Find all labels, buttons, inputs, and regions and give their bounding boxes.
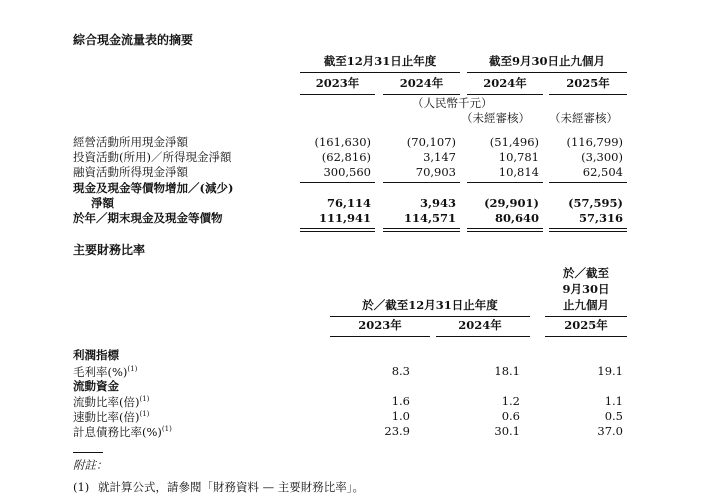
cell: 57,316 (578, 211, 623, 225)
ratios-nine-header-line3: 止九個月 (563, 298, 609, 312)
subtotal-rule (549, 182, 627, 183)
row-label-financing: 融資活動所得現金淨額 (73, 165, 188, 179)
cell: (29,901) (484, 196, 539, 210)
total-double-rule (383, 228, 460, 232)
year-rule (330, 336, 430, 337)
cell: (57,595) (568, 196, 623, 210)
unaudited-note-2024: （未經審核） (461, 111, 530, 125)
ratios-year-2023: 2023年 (358, 318, 402, 332)
cell: 111,941 (318, 211, 371, 225)
footnote-marker: (1) (139, 395, 150, 403)
row-label-net-change: 現金及現金等價物增加／(減少) (73, 181, 234, 195)
cell: 1.2 (501, 394, 520, 408)
year-rule (300, 94, 375, 95)
unit-note: （人民幣千元） (412, 96, 493, 110)
cell: 23.9 (384, 424, 410, 438)
cell: 10,781 (498, 150, 539, 164)
year-rule (467, 94, 543, 95)
cell: 1.6 (391, 394, 410, 408)
group-rule-left (300, 72, 460, 73)
ratios-group-rule (330, 316, 530, 317)
cell: 30.1 (494, 424, 520, 438)
cashflow-year-group-header: 截至12月31日止年度 (323, 54, 437, 68)
year-rule (549, 94, 627, 95)
cell: (116,799) (566, 135, 623, 149)
year-rule (545, 336, 627, 337)
ratio-label-gross-margin (73, 366, 137, 378)
row-label-investing: 投資活動(所用)／所得現金淨額 (73, 150, 232, 164)
cell: 80,640 (494, 211, 539, 225)
cell: (51,496) (489, 135, 539, 149)
notes-heading: 附註： (73, 458, 108, 472)
cashflow-nine-2024: 2024年 (483, 76, 527, 90)
total-double-rule (300, 228, 375, 232)
section-heading-profitability: 利潤指標 (73, 348, 119, 362)
footnote-marker: (1) (127, 365, 138, 373)
cell: 19.1 (597, 364, 623, 378)
cell: 0.6 (501, 409, 520, 423)
subtotal-rule (383, 182, 460, 183)
cashflow-nine-month-group-header: 截至9月30日止九個月 (488, 54, 605, 68)
ratios-group-rule (545, 316, 627, 317)
cell: 3,147 (423, 150, 456, 164)
ratio-label-current-ratio (73, 396, 149, 408)
cell: 70,903 (415, 165, 456, 179)
cell: 114,571 (403, 211, 456, 225)
cell: (3,300) (581, 150, 623, 164)
notes-rule (73, 452, 103, 453)
ratio-label-text: 速動比率(倍) (73, 409, 140, 424)
cell: 10,814 (498, 165, 539, 179)
ratios-title: 主要財務比率 (73, 243, 146, 257)
year-rule (436, 336, 530, 337)
subtotal-rule (300, 182, 375, 183)
row-label-ending-cash: 於年／期末現金及現金等價物 (73, 211, 223, 225)
cell: 1.1 (604, 394, 623, 408)
footnote-marker: (1) (161, 425, 172, 433)
cell: 300,560 (323, 165, 371, 179)
cell: (70,107) (406, 135, 456, 149)
row-label-net-change-cont: 淨額 (91, 196, 114, 210)
cell: 18.1 (494, 364, 520, 378)
footnote-marker: (1) (139, 410, 150, 418)
year-rule (383, 94, 460, 95)
cell: 62,504 (582, 165, 623, 179)
cashflow-year-2024: 2024年 (399, 76, 444, 90)
ratios-nine-header-line2: 9月30日 (562, 282, 610, 296)
section-heading-liquidity: 流動資金 (73, 379, 119, 393)
cell: 37.0 (597, 424, 623, 438)
subtotal-rule (467, 182, 543, 183)
ratios-year-2024: 2024年 (458, 318, 502, 332)
cell: (62,816) (321, 150, 371, 164)
cashflow-nine-2025: 2025年 (566, 76, 610, 90)
ratio-label-text: 毛利率(%) (73, 364, 128, 379)
unaudited-note-2025: （未經審核） (549, 111, 618, 125)
group-rule-right (467, 72, 627, 73)
ratios-nine-header-line1: 於／截至 (563, 266, 609, 280)
cell: 3,943 (419, 196, 456, 210)
cell: 8.3 (391, 364, 410, 378)
note-marker: (1) (73, 480, 90, 494)
cell: 1.0 (391, 409, 410, 423)
ratio-label-quick-ratio (73, 411, 149, 423)
cashflow-title: 綜合現金流量表的摘要 (73, 33, 194, 47)
cell: (161,630) (314, 135, 371, 149)
ratios-year-header: 於／截至12月31日止年度 (362, 298, 498, 312)
cell: 0.5 (604, 409, 623, 423)
ratio-label-text: 流動比率(倍) (73, 394, 140, 409)
note-text: 就計算公式，請參閱「財務資料 — 主要財務比率」。 (98, 480, 365, 494)
total-double-rule (467, 228, 543, 232)
ratio-label-text: 計息債務比率(%) (73, 424, 162, 439)
row-label-operating: 經營活動所用現金淨額 (73, 135, 188, 149)
ratio-label-gearing (73, 426, 172, 438)
cell: 76,114 (326, 196, 371, 210)
ratios-year-2025: 2025年 (564, 318, 608, 332)
cashflow-year-2023: 2023年 (315, 76, 360, 90)
total-double-rule (549, 228, 627, 232)
